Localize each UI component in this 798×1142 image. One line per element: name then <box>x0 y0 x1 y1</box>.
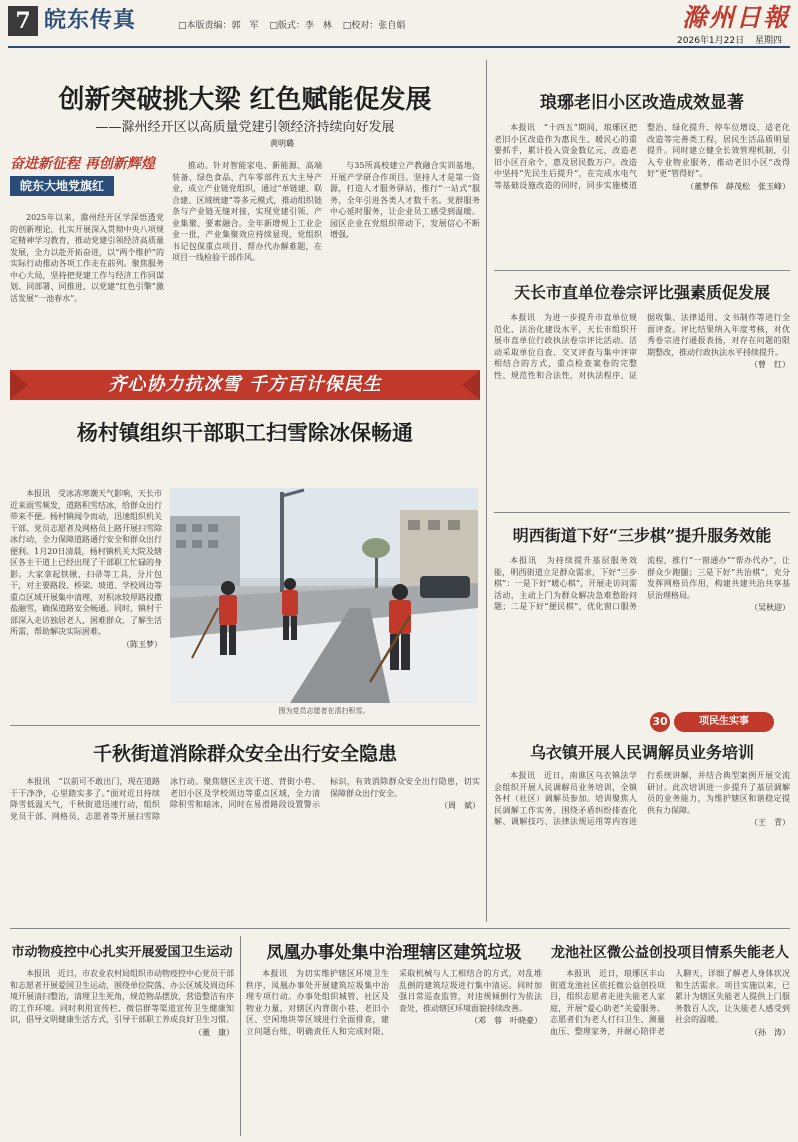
divider <box>10 725 480 726</box>
column-rule <box>486 60 487 922</box>
header-rule <box>8 46 790 48</box>
lead-column-2-text: 推动。针对智能家电、新能源、高端装备、绿色食品、汽车零部件五大主导产业，成立产业链党组织，通过“单链建、联合建、区域统建”等多元模式，推动组织链条与产业链无缝对接，实现党建引领、产业集聚、要素融合。全年新增规上工业企业一批，产业集聚效应持续显现，党组织书记包保重点项目、帮办代办解难题，在项目一线检验干部作风。 <box>172 161 322 262</box>
bottom-divider <box>10 928 790 929</box>
badge-number: 30 <box>650 712 670 732</box>
mingxi-headline: 明西街道下好“三步棋”提升服务效能 <box>512 526 772 545</box>
weekday-text: 星期四 <box>754 36 782 46</box>
dongwu-byline: （董 康） <box>194 1027 234 1037</box>
lead-subheadline: ——滁州经开区以高质量党建引领经济持续向好发展 <box>95 120 395 135</box>
lead-author: 黄明璐 <box>270 139 294 148</box>
fenghuang-body <box>246 968 542 1136</box>
theme-band-title: 齐心协力抗冰雪 千方百计保民生 <box>108 374 382 395</box>
column-rule <box>240 936 241 1136</box>
snow-clearing-photo <box>170 488 478 703</box>
longchi-byline: （孙 涛） <box>750 1027 790 1037</box>
wuyi-body-text: 本报讯 近日，南谯区乌衣镇法学会组织开展人民调解员业务培训，全镇各村（社区）调解员参加。培训聚焦人民调解工作实务，围绕矛盾纠纷排查化解、调解技巧、法律法规运用等内容进行系统讲解，并结合典型案例开展交流研讨。此次培训进一步提升了基层调解员的业务能力，为维护辖区和谐稳定提供有力保障。 <box>494 771 790 826</box>
fenghuang-headline: 凤凰办事处集中治理辖区建筑垃圾 <box>266 943 522 963</box>
tianchang-headline: 天长市直单位卷宗评比强素质促发展 <box>513 283 770 302</box>
dongwu-body-text: 本报讯 近日，市农业农村局组织市动物疫控中心党员干部和志愿者开展爱国卫生运动，围绕单位院落、办公区域及周边环境开展清扫整治，清理卫生死角，规范物品摆放，营造整洁有序的工作环境。同时利用宣传栏、微信群等渠道宣传卫生健康知识，倡导文明健康生活方式，引导干部职工养成良好卫生习惯。 <box>10 969 234 1024</box>
lead-headline: 创新突破挑大梁 红色赋能促发展 <box>58 85 432 115</box>
yangcun-headline: 杨村镇组织干部职工扫雪除冰保畅通 <box>77 420 413 445</box>
yangcun-byline: （陈玉梦） <box>122 639 162 649</box>
page-number: 7 <box>8 6 38 36</box>
yangcun-body <box>10 488 162 718</box>
langya-headline: 琅琊老旧小区改造成效显著 <box>540 93 744 113</box>
lead-column-3 <box>330 160 480 362</box>
yangcun-body-text: 本报讯 受冰冻寒潮天气影响，天长市近来雨雪频发，道路积雪结冰，给群众出行带来不便。杨村镇闻令而动，迅速组织机关干部、党员志愿者及网格员上路开展扫雪除冰行动，全力保障道路通行安全和群众出行便利。1月20日清晨，杨村镇机关大院及辖区各主干道上已经出现了干部职工忙碌的身影。大家拿起铁锹、扫帚等工具，分片包干，对主要路段、桥梁、坡道、学校周边等重点区域开展集中清理，对积冰较厚路段撒盐融雪，确保道路安全畅通。同时，镇村干部深入走访独居老人、困难群众，了解生活所需，帮助解决实际困难。 <box>10 489 162 636</box>
lead-column-3-text: 与35所高校建立产教融合实训基地，开展产学研合作项目。坚持人才是第一资源，打造人才服务驿站，推行“一站式”服务，全年引进各类人才数千名。党群服务中心延时服务，让企业员工感受到温暖。园区企业在党组织带动下，发展信心不断增强。 <box>330 161 480 239</box>
qianqiu-byline: （周 斌） <box>440 801 480 810</box>
tianchang-body-text: 本报讯 为进一步提升市直单位规范化、法治化建设水平，天长市组织开展市直单位行政执法卷宗评比活动。活动采取单位自查、交叉评查与集中评审相结合的方式，重点检查案卷的完整性、规范性和合法性，对执法程序、证据收集、法律适用、文书制作等进行全面评查。评比结果纳入年度考核，对优秀卷宗进行通报表扬，对存在问题的限期整改，推动行政执法水平持续提升。 <box>494 313 790 380</box>
badge-label: 项民生实事 <box>674 712 774 732</box>
lead-column-1-text: 2025年以来，滁州经开区学深悟透党的创新理论，扎实开展深入贯彻中央八项规定精神学习教育，推动党建引领经济高质量发展，全力以赴开拓奋进，以“两个维护”的实际行动推动各项工作走在前列。聚焦服务中心大局，坚持把党建工作与经济工作同谋划、同部署、同推进，以党建“红色引擎”激活发展“一池春水”。 <box>10 213 164 303</box>
designer-credit: □版式：李 林 <box>269 21 332 31</box>
tianchang-byline: （曾 红） <box>750 360 790 369</box>
langya-body-text: 本报讯 “十四五”期间，琅琊区把老旧小区改造作为惠民生、暖民心的重要抓手，累计投入资金数亿元，改造老旧小区百余个，惠及居民数万户。改造中坚持“先民生后提升”，在完成水电气等基础设施改造的同时，同步实施楼道整治、绿化提升、停车位增设、适老化改造等完善类工程，居民生活品质明显提升。同时建立健全长效管理机制，引入专业物业服务，推动老旧小区“改得好”更“管得好”。 <box>494 123 790 190</box>
tianchang-body <box>494 312 790 502</box>
langya-byline: （董梦伟 薛茂松 张玉峰） <box>686 181 790 191</box>
lead-column-1 <box>10 212 164 362</box>
divider <box>494 512 790 513</box>
section-title: 皖东传真 <box>44 8 137 33</box>
editor-credit: □本版责编：郭 军 <box>178 21 259 31</box>
theme-band <box>10 370 480 400</box>
dongwu-body <box>10 968 234 1136</box>
editorial-credits <box>178 20 413 32</box>
mingxi-byline: （吴秋迎） <box>750 603 790 612</box>
divider <box>494 270 790 271</box>
qianqiu-headline: 千秋街道消除群众安全出行安全隐患 <box>92 743 397 765</box>
langya-body <box>494 122 790 262</box>
qianqiu-body <box>10 776 480 896</box>
dongwu-headline: 市动物疫控中心扎实开展爱国卫生运动 <box>11 945 233 960</box>
longchi-body-text: 本报讯 近日，琅琊区丰山街道龙池社区依托微公益创投项目，组织志愿者走进失能老人家庭，开展“爱心助老”关爱服务。志愿者们为老人打扫卫生、测量血压、整理家务，并耐心陪伴老人聊天，详细了解老人身体状况和生活需求。项目实施以来，已累计为辖区失能老人提供上门服务数百人次，让失能老人感受到社会的温暖。 <box>550 969 790 1036</box>
lead-column-2 <box>172 160 322 362</box>
banner-slogan: 奋进新征程 再创新辉煌 <box>10 156 155 172</box>
mingxi-body <box>494 555 790 705</box>
newspaper-logo: 滁州日報 <box>681 3 790 32</box>
photo-caption: 图为党员志愿者在清扫积雪。 <box>278 707 370 715</box>
date-text: 2026年1月22日 <box>677 36 745 46</box>
photo-illustration <box>170 488 478 703</box>
minsheng-badge <box>650 712 788 732</box>
proofreader-credit: □校对：张自娟 <box>342 21 406 31</box>
wuyi-byline: （王 青） <box>750 818 790 827</box>
masthead <box>8 3 790 46</box>
longchi-headline: 龙池社区微公益创投项目情系失能老人 <box>551 945 789 961</box>
fenghuang-byline: （邓 蓉 叶晓豪） <box>470 1016 542 1025</box>
longchi-body <box>550 968 790 1136</box>
qianqiu-body-text: 本报讯 “以前可不敢出门，现在道路干干净净，心里踏实多了。”面对近日持续降雪低温天气，千秋街道迅速行动，组织党员干部、网格员、志愿者等开展扫雪除冰行动。聚焦辖区主次干道、背街小巷、老旧小区及学校周边等重点区域，全力清除积雪和暗冰，同时在易滑路段设置警示标识，有效消除群众安全出行隐患，切实保障群众出行安全。 <box>10 777 480 821</box>
party-banner <box>10 156 168 208</box>
mingxi-body-text: 本报讯 为持续提升基层服务效能，明西街道立足群众需求，下好“三步棋”：一是下好“暖心棋”，开展走访问需活动，主动上门为群众解决急难愁盼问题；二是下好“便民棋”，优化窗口服务流程，推行“一窗通办”“帮办代办”，让群众少跑腿；三是下好“共治棋”，充分发挥网格员作用，构建共建共治共享基层治理格局。 <box>494 556 790 611</box>
banner-tag: 皖东大地党旗红 <box>10 176 114 196</box>
wuyi-headline: 乌衣镇开展人民调解员业务培训 <box>529 743 754 762</box>
fenghuang-body-text: 本报讯 为切实维护辖区环境卫生秩序，凤凰办事处开展建筑垃圾集中治理专项行动。办事处组织城管、社区及物业力量，对辖区内背街小巷、老旧小区、空闲地块等区域进行全面排查，建立问题台账，明确责任人和完成时限，采取机械与人工相结合的方式，对乱堆乱倒的建筑垃圾进行集中清运。同时加强日常巡查监管，对违规倾倒行为依法查处，推动辖区环境面貌持续改善。 <box>246 969 542 1036</box>
wuyi-body <box>494 770 790 920</box>
